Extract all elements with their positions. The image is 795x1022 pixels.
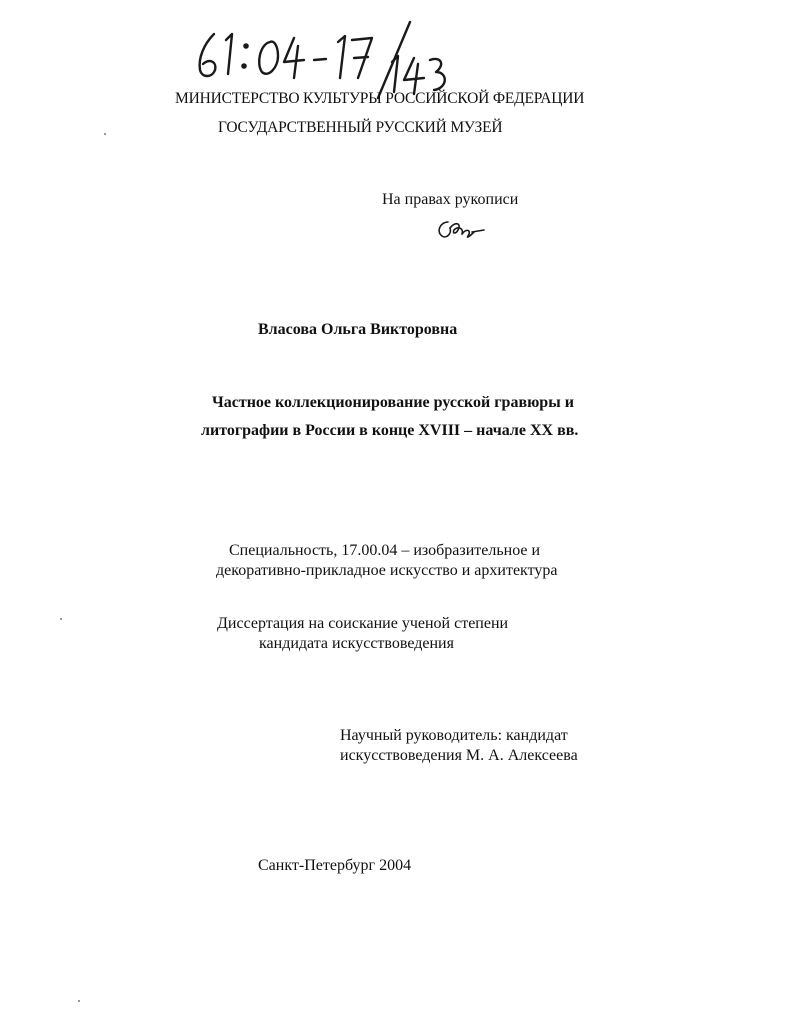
dissertation-title-line-1: Частное коллекционирование русской гравюры и xyxy=(212,394,574,411)
supervisor-line-1: Научный руководитель: кандидат xyxy=(340,727,568,744)
dissertation-title-line-2: литографии в России в конце XVIII – начале XX вв. xyxy=(201,422,579,439)
author-name: Власова Ольга Викторовна xyxy=(258,321,458,338)
specialty-line-1: Специальность, 17.00.04 – изобразительное и xyxy=(229,542,541,559)
museum-heading: ГОСУДАРСТВЕННЫЙ РУССКИЙ МУЗЕЙ xyxy=(218,119,503,136)
place-and-year: Санкт-Петербург 2004 xyxy=(258,857,412,874)
scan-speck xyxy=(104,133,106,135)
ministry-heading: МИНИСТЕРСТВО КУЛЬТУРЫ РОССИЙСКОЙ ФЕДЕРАЦИИ xyxy=(175,90,585,107)
signature xyxy=(434,212,486,242)
manuscript-rights-label: На правах рукописи xyxy=(382,191,519,208)
supervisor-line-2: искусствоведения М. А. Алексеева xyxy=(340,747,578,764)
degree-line-2: кандидата искусствоведения xyxy=(259,635,454,652)
specialty-line-2: декоративно-прикладное искусство и архитектура xyxy=(216,562,558,579)
scan-speck xyxy=(60,618,62,620)
degree-line-1: Диссертация на соискание ученой степени xyxy=(217,615,509,632)
scan-speck xyxy=(78,1000,80,1002)
handwritten-archive-number xyxy=(188,18,458,100)
